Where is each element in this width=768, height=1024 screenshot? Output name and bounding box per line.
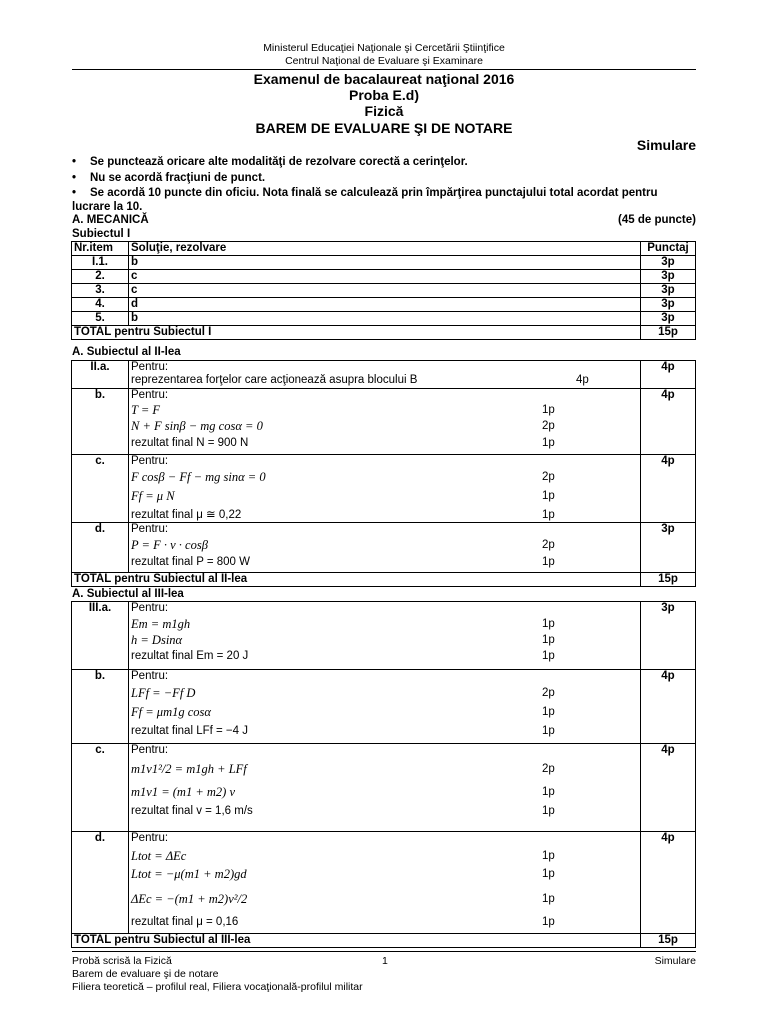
header-item: Nr.item xyxy=(72,242,129,256)
row-item: 4. xyxy=(72,298,129,312)
solution-line xyxy=(131,361,638,374)
item-number: d. xyxy=(72,523,129,573)
item-row xyxy=(72,744,696,832)
footer-line-1 xyxy=(72,955,696,968)
item-points: 4p xyxy=(641,455,696,523)
line-text: rezultat final Em = 20 J xyxy=(131,650,249,662)
line-points: 2p xyxy=(542,420,555,432)
item-solution xyxy=(129,455,641,523)
item-number: d. xyxy=(72,832,129,934)
header-points: Punctaj xyxy=(641,242,696,256)
item-points: 3p xyxy=(641,523,696,573)
footer-left: Probă scrisă la Fizică xyxy=(72,955,172,967)
row-answer: b xyxy=(129,256,641,270)
row-points: 3p xyxy=(641,284,696,298)
solution-line xyxy=(131,556,638,569)
row-item: 3. xyxy=(72,284,129,298)
line-text: rezultat final N = 900 N xyxy=(131,437,249,449)
item-row xyxy=(72,670,696,744)
item-row xyxy=(72,832,696,934)
total-row xyxy=(72,573,696,587)
item-points: 4p xyxy=(641,361,696,389)
total-row xyxy=(72,934,696,948)
total-points: 15p xyxy=(641,934,696,948)
row-points: 3p xyxy=(641,256,696,270)
table-row xyxy=(72,256,696,270)
solution-line xyxy=(131,706,638,719)
solution-line xyxy=(131,687,638,700)
math-expression: T = F xyxy=(131,403,161,417)
solution-line xyxy=(131,523,638,536)
section-points: (45 de puncte) xyxy=(618,214,696,226)
subject-title: Fizică xyxy=(364,103,404,119)
line-points: 1p xyxy=(542,850,555,862)
line-text: Pentru: xyxy=(131,832,169,844)
solution-line xyxy=(131,650,638,663)
line-points: 1p xyxy=(542,916,555,928)
solution-line xyxy=(131,437,638,450)
item-number: c. xyxy=(72,455,129,523)
line-text: reprezentarea forţelor care acţionează asupra blocului B xyxy=(131,374,418,386)
header-solution: Soluţie, rezolvare xyxy=(129,242,641,256)
item-points: 4p xyxy=(641,670,696,744)
section-heading xyxy=(72,214,696,227)
sub3-table xyxy=(71,601,696,948)
solution-line xyxy=(131,618,638,631)
line-text: Pentru: xyxy=(131,670,169,682)
item-solution xyxy=(129,832,641,934)
row-item: 5. xyxy=(72,312,129,326)
bullet-3: • Se acordă 10 puncte din oficiu. Nota finală se calculează prin împărţirea punctajului total acordat pentru lucrare la 10. xyxy=(72,187,658,213)
solution-line xyxy=(131,670,638,683)
item-points: 4p xyxy=(641,832,696,934)
solution-line xyxy=(131,805,638,818)
bullet-2: • Nu se acordă fracţiuni de punct. xyxy=(72,172,266,184)
line-points: 1p xyxy=(542,706,555,718)
math-expression: Ltot = −μ(m1 + m2)gd xyxy=(131,867,247,881)
barem-title: BAREM DE EVALUARE ŞI DE NOTARE xyxy=(255,120,513,136)
row-item: 2. xyxy=(72,270,129,284)
math-expression: ΔEc = −(m1 + m2)v²/2 xyxy=(131,892,248,906)
math-expression: Ff = μm1g cosα xyxy=(131,705,211,719)
item-number: c. xyxy=(72,744,129,832)
line-points: 1p xyxy=(542,786,555,798)
line-points: 1p xyxy=(542,618,555,630)
sub1-table xyxy=(71,241,696,340)
solution-line xyxy=(131,744,638,757)
line-points: 1p xyxy=(542,404,555,416)
line-points: 1p xyxy=(542,556,555,568)
sub2-title: A. Subiectul al II-lea xyxy=(72,346,181,358)
line-text: rezultat final v = 1,6 m/s xyxy=(131,805,253,817)
table-row xyxy=(72,270,696,284)
item-solution xyxy=(129,389,641,455)
line-text: Pentru: xyxy=(131,389,169,401)
math-expression: N + F sinβ − mg cosα = 0 xyxy=(131,419,263,433)
math-expression: m1v1²/2 = m1gh + LFf xyxy=(131,762,247,776)
line-text: Pentru: xyxy=(131,455,169,467)
total-row xyxy=(72,326,696,340)
item-solution xyxy=(129,602,641,670)
line-text: Pentru: xyxy=(131,744,169,756)
math-expression: Ltot = ΔEc xyxy=(131,849,187,863)
row-answer: d xyxy=(129,298,641,312)
row-answer: c xyxy=(129,284,641,298)
solution-line xyxy=(131,916,638,929)
line-text: rezultat final LFf = −4 J xyxy=(131,725,248,737)
item-number: II.a. xyxy=(72,361,129,389)
bullet-1: • Se punctează oricare alte modalităţi de rezolvare corectă a cerinţelor. xyxy=(72,156,468,168)
simulare-label: Simulare xyxy=(636,137,696,153)
solution-line xyxy=(131,490,638,503)
total-points: 15p xyxy=(641,573,696,587)
line-points: 1p xyxy=(542,437,555,449)
solution-line xyxy=(131,539,638,552)
solution-line xyxy=(131,868,638,881)
center-line: Centrul Naţional de Evaluare şi Examinare xyxy=(285,55,483,67)
total-points: 15p xyxy=(641,326,696,340)
line-points: 1p xyxy=(542,868,555,880)
table-row xyxy=(72,312,696,326)
item-row xyxy=(72,602,696,670)
footer-rule xyxy=(72,951,696,952)
table-row xyxy=(72,298,696,312)
item-row xyxy=(72,455,696,523)
item-solution xyxy=(129,523,641,573)
item-points: 3p xyxy=(641,602,696,670)
math-expression: m1v1 = (m1 + m2) v xyxy=(131,785,235,799)
row-points: 3p xyxy=(641,312,696,326)
row-points: 3p xyxy=(641,270,696,284)
bullet-text: Nu se acordă fracţiuni de punct. xyxy=(90,172,266,184)
math-expression: Em = m1gh xyxy=(131,617,191,631)
line-text: rezultat final μ = 0,16 xyxy=(131,916,239,928)
line-text: Pentru: xyxy=(131,361,169,373)
sub1-title: Subiectul I xyxy=(72,228,131,240)
solution-line xyxy=(131,420,638,433)
footer-line-3: Filiera teoretică – profilul real, Filiera vocaţională-profilul militar xyxy=(72,981,363,993)
header-rule xyxy=(72,69,696,70)
line-points: 1p xyxy=(542,725,555,737)
solution-line xyxy=(131,725,638,738)
exam-title: Examenul de bacalaureat naţional 2016 xyxy=(253,71,515,87)
footer-right: Simulare xyxy=(654,955,696,967)
line-points: 1p xyxy=(542,893,555,905)
line-points: 1p xyxy=(542,805,555,817)
bullet-text: Se punctează oricare alte modalităţi de rezolvare corectă a cerinţelor. xyxy=(90,156,468,168)
item-points: 4p xyxy=(641,389,696,455)
row-answer: c xyxy=(129,270,641,284)
sub2-table xyxy=(71,360,696,587)
line-points: 2p xyxy=(542,471,555,483)
line-text: rezultat final μ ≅ 0,22 xyxy=(131,509,242,521)
solution-line xyxy=(131,389,638,402)
line-points: 1p xyxy=(542,509,555,521)
math-expression: F cosβ − Ff − mg sinα = 0 xyxy=(131,470,266,484)
line-points: 1p xyxy=(542,634,555,646)
solution-line xyxy=(131,404,638,417)
line-points: 1p xyxy=(542,490,555,502)
line-points: 2p xyxy=(542,539,555,551)
line-points: 2p xyxy=(542,687,555,699)
solution-line xyxy=(131,509,638,522)
row-points: 3p xyxy=(641,298,696,312)
solution-line xyxy=(131,602,638,615)
table-header-row xyxy=(72,242,696,256)
item-solution xyxy=(129,744,641,832)
proba-title: Proba E.d) xyxy=(348,87,419,103)
math-expression: h = Dsinα xyxy=(131,633,183,647)
solution-line xyxy=(131,832,638,845)
total-label: TOTAL pentru Subiectul al II-lea xyxy=(72,573,641,587)
item-solution xyxy=(129,361,641,389)
line-text: Pentru: xyxy=(131,523,169,535)
solution-line xyxy=(131,374,638,387)
math-expression: LFf = −Ff D xyxy=(131,686,196,700)
solution-line xyxy=(131,893,638,906)
page-number: 1 xyxy=(382,955,388,967)
solution-line xyxy=(131,634,638,647)
section-name: A. MECANICĂ xyxy=(72,214,149,226)
item-row xyxy=(72,389,696,455)
row-item: I.1. xyxy=(72,256,129,270)
solution-line xyxy=(131,850,638,863)
sub3-title: A. Subiectul al III-lea xyxy=(72,588,184,600)
line-points: 4p xyxy=(576,374,589,386)
line-text: rezultat final P = 800 W xyxy=(131,556,251,568)
item-number: III.a. xyxy=(72,602,129,670)
item-row xyxy=(72,361,696,389)
solution-line xyxy=(131,455,638,468)
total-label: TOTAL pentru Subiectul I xyxy=(72,326,641,340)
bullet-text: Se acordă 10 puncte din oficiu. Nota finală se calculează prin împărţirea punctajului total acordat pentru lucrare la 10. xyxy=(72,187,658,213)
line-points: 1p xyxy=(542,650,555,662)
item-points: 4p xyxy=(641,744,696,832)
table-row xyxy=(72,284,696,298)
item-number: b. xyxy=(72,389,129,455)
ministry-line: Ministerul Educaţiei Naţionale şi Cercetării Ştiinţifice xyxy=(263,42,505,54)
item-row xyxy=(72,523,696,573)
line-points: 2p xyxy=(542,763,555,775)
item-number: b. xyxy=(72,670,129,744)
line-text: Pentru: xyxy=(131,602,169,614)
item-solution xyxy=(129,670,641,744)
solution-line xyxy=(131,763,638,776)
solution-line xyxy=(131,471,638,484)
row-answer: b xyxy=(129,312,641,326)
total-label: TOTAL pentru Subiectul al III-lea xyxy=(72,934,641,948)
math-expression: P = F · v · cosβ xyxy=(131,538,208,552)
footer-line-2: Barem de evaluare şi de notare xyxy=(72,968,219,980)
solution-line xyxy=(131,786,638,799)
math-expression: Ff = μ N xyxy=(131,489,175,503)
